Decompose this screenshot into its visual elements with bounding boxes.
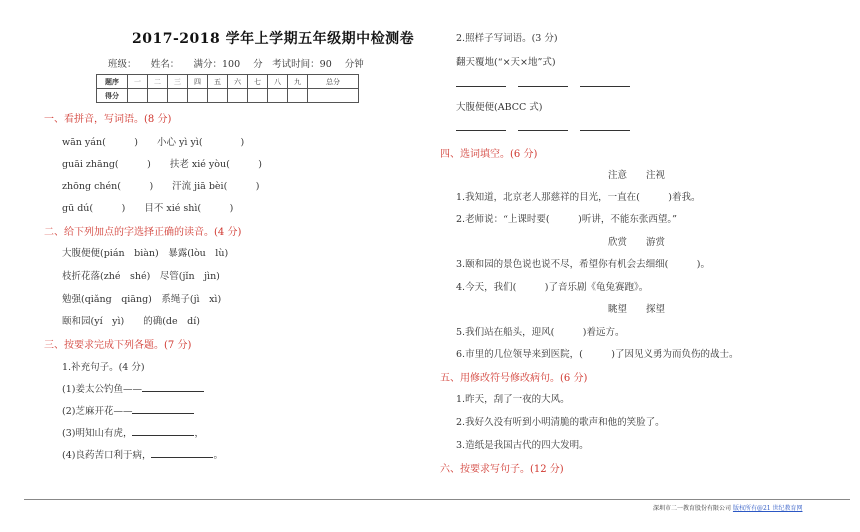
pattern-answer-row-1 (456, 76, 642, 90)
section-3-sub-question: 1.补充句子。(4 分) (62, 362, 145, 373)
pattern-example-1: 翻天覆地(“×天×地”式) (456, 57, 556, 68)
section-3-item-text: (1)姜太公钓鱼—— (62, 384, 142, 395)
score-cell-2: 二 (148, 75, 168, 89)
section-4-question: 1.我知道，北京老人那慈祥的目光，一直在( )着我。 (456, 192, 701, 203)
section-4-question: 3.颐和园的景色说也说不尽，希望你有机会去细细( )。 (456, 259, 710, 270)
section-4-heading: 四、选词填空。(6 分) (440, 149, 538, 160)
section-5-question: 2.我好久没有听到小明清脆的歌声和他的笑脸了。 (456, 417, 665, 428)
section-1-heading: 一、看拼音，写词语。(8 分) (44, 114, 172, 125)
footer-copyright-link[interactable]: 版权所有@21 世纪教育网 (732, 505, 803, 512)
section-1-row: zhōng chén( ) 汗流 jiā bèi( ) (62, 181, 260, 192)
section-3-item (62, 447, 223, 461)
section-3-heading: 三、按要求完成下列各题。(7 分) (44, 340, 192, 351)
section-2-row: 枝折花落(zhé shé) 尽管(jǐn jìn) (62, 271, 220, 282)
pattern-example-2: 大腹便便(ABCC 式) (456, 102, 543, 113)
exam-info-line: 班级： 姓名： 满分：100 分 考试时间：90 分钟 (108, 59, 364, 70)
score-cell-5: 五 (208, 75, 228, 89)
section-3-item-text: (3)明知山有虎， (62, 428, 133, 439)
section-1-row: guāi zhāng( ) 扶老 xié yòu( ) (62, 159, 262, 170)
footer-divider (24, 499, 850, 500)
section-4-question: 6.市里的几位领导来到医院，( )了因见义勇为而负伤的战士。 (456, 349, 739, 360)
word-choice-group-1: 注意 注视 (608, 170, 666, 181)
section-5-heading: 五、用修改符号修改病句。(6 分) (440, 373, 588, 384)
score-cell-total: 总分 (308, 75, 359, 89)
score-input-cell[interactable] (288, 89, 308, 103)
section-1-row: gū dú( ) 目不 xié shì( ) (62, 203, 234, 214)
section-6-heading: 六、按要求写句子。(12 分) (440, 464, 564, 475)
score-cell-7: 七 (248, 75, 268, 89)
score-input-cell[interactable] (228, 89, 248, 103)
score-input-cell-total[interactable] (308, 89, 359, 103)
score-input-cell[interactable] (268, 89, 288, 103)
section-3-item-text: (2)芝麻开花—— (62, 406, 133, 417)
answer-blank[interactable] (456, 76, 506, 87)
section-3-item (62, 381, 204, 395)
section-4-question: 5.我们站在船头，迎风( )着远方。 (456, 327, 625, 338)
section-2-heading: 二、给下列加点的字选择正确的读音。(4 分) (44, 227, 242, 238)
punctuation: ， (194, 428, 204, 439)
section-2-row: 大腹便便(pián biàn) 暴露(lòu lù) (62, 248, 229, 259)
score-cell-3: 三 (168, 75, 188, 89)
punctuation: 。 (213, 450, 223, 461)
score-table-score-row (97, 89, 359, 103)
score-cell-9: 九 (288, 75, 308, 89)
score-cell-8: 八 (268, 75, 288, 89)
section-2-row: 颐和园(yí yì) 的确(de dí) (62, 316, 200, 327)
answer-blank[interactable] (518, 120, 568, 131)
word-choice-group-3: 眺望 探望 (608, 304, 666, 315)
section-3-item (62, 403, 194, 417)
answer-blank[interactable] (580, 76, 630, 87)
section-5-question: 1.昨天，刮了一夜的大风。 (456, 394, 570, 405)
answer-blank[interactable] (151, 447, 213, 458)
exam-title: 2017-2018 学年上学期五年级期中检测卷 (132, 31, 415, 47)
score-input-cell[interactable] (208, 89, 228, 103)
answer-blank[interactable] (580, 120, 630, 131)
answer-blank[interactable] (132, 425, 194, 436)
score-input-cell[interactable] (248, 89, 268, 103)
score-cell-6: 六 (228, 75, 248, 89)
score-cell-1: 一 (128, 75, 148, 89)
score-input-cell[interactable] (188, 89, 208, 103)
section-3-item-text: (4)良药苦口利于病， (62, 450, 152, 461)
score-cell-label: 题序 (97, 75, 128, 89)
score-input-cell[interactable] (128, 89, 148, 103)
footer-company: 深圳市二一教育股份有限公司 (653, 505, 732, 512)
footer (653, 503, 802, 512)
score-row-label: 得分 (97, 89, 128, 103)
answer-blank[interactable] (518, 76, 568, 87)
score-input-cell[interactable] (148, 89, 168, 103)
word-choice-group-2: 欣赏 游赏 (608, 237, 666, 248)
section-5-question: 3.造纸是我国古代的四大发明。 (456, 440, 589, 451)
score-table-header-row (97, 75, 359, 89)
score-table (96, 74, 359, 103)
answer-blank[interactable] (456, 120, 506, 131)
section-3-item (62, 425, 204, 439)
score-input-cell[interactable] (168, 89, 188, 103)
answer-blank[interactable] (132, 403, 194, 414)
section-3-sub-question-2: 2.照样子写词语。(3 分) (456, 33, 558, 44)
answer-blank[interactable] (142, 381, 204, 392)
section-2-row: 勉强(qiǎng qiāng) 系绳子(jì xì) (62, 294, 222, 305)
pattern-answer-row-2 (456, 120, 642, 134)
section-1-row: wān yán( ) 小心 yì yì( ) (62, 137, 245, 148)
section-4-question: 2.老师说：“上课时要( )听讲，不能东张西望。” (456, 214, 677, 225)
section-4-question: 4.今天，我们( )了音乐剧《龟兔赛跑》。 (456, 282, 649, 293)
score-cell-4: 四 (188, 75, 208, 89)
